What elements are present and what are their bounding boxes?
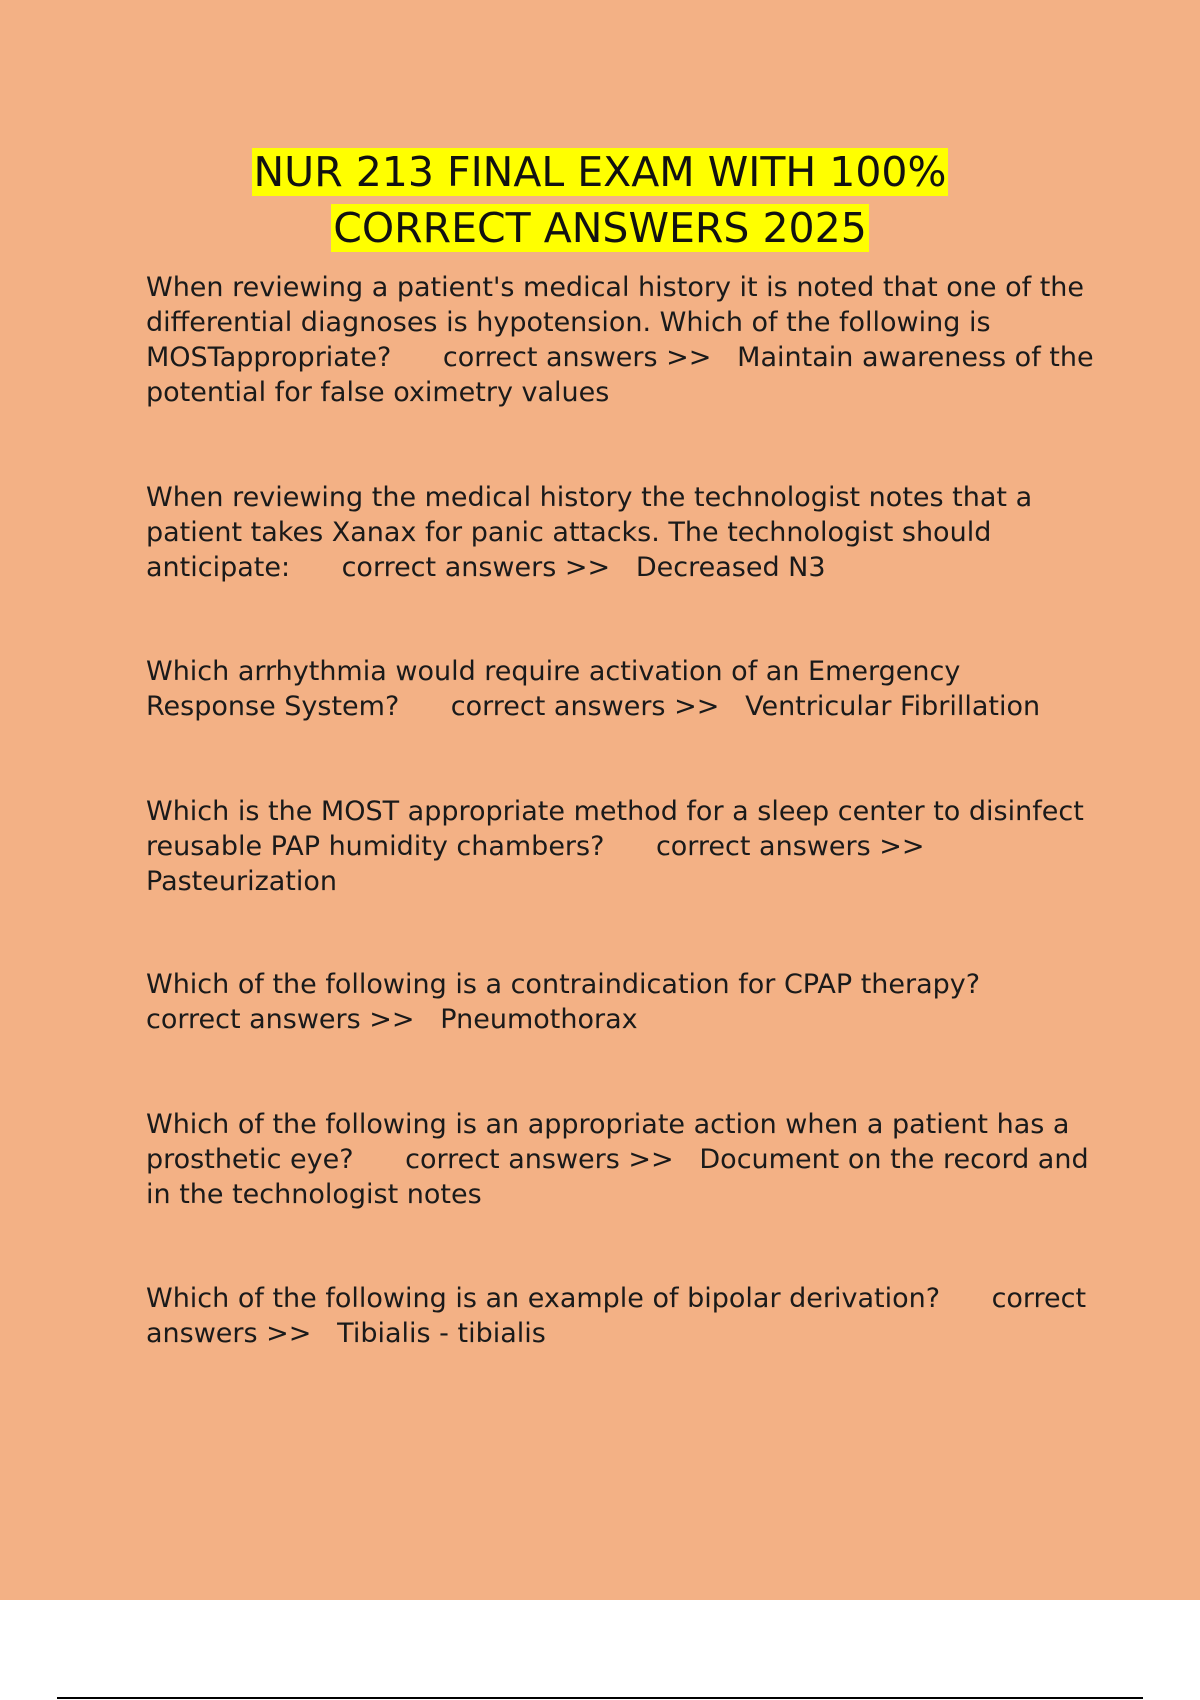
footer-rule [57,1697,1143,1699]
title-line-1: NUR 213 FINAL EXAM WITH 100% [253,148,947,196]
answer-marker: correct answers >> [450,691,720,722]
answer-marker: correct answers >> [146,1283,1095,1349]
qa-item-2 [146,480,1096,585]
document-title [0,144,1200,256]
qa-item-5 [146,967,1096,1037]
answer-text: Decreased N3 [635,552,826,583]
question-text: Which arrhythmia would require activation of an Emergency Response System? [146,656,969,722]
qa-item-6 [146,1107,1096,1212]
title-line-2: CORRECT ANSWERS 2025 [333,204,867,252]
answer-marker: correct answers >> [341,552,611,583]
answer-text: Maintain awareness of the potential for false oximetry values [146,342,1103,408]
answer-text: Tibialis - tibialis [337,1318,546,1349]
question-text: Which of the following is an example of bipolar derivation? [146,1283,941,1314]
answer-text: Pasteurization [146,866,338,897]
question-text: When reviewing the medical history the technologist notes that a patient takes Xanax for panic attacks. The technologist should anticipate: [146,482,1041,583]
answer-marker: correct answers >> [655,831,925,862]
answer-marker: correct answers >> [146,1004,415,1035]
question-text: When reviewing a patient's medical history it is noted that one of the differential diagnoses is hypotension. Which of the following is MOSTappropriate? [146,272,1093,373]
question-text: Which of the following is an appropriate action when a patient has a prosthetic eye? [146,1109,1079,1175]
qa-item-7 [146,1281,1096,1351]
answer-text: Ventricular Fibrillation [745,691,1041,722]
question-text: Which is the MOST appropriate method for a sleep center to disinfect reusable PAP humidity chambers? [146,796,1093,862]
answer-marker: correct answers >> [442,342,712,373]
qa-item-3 [146,654,1096,724]
answer-text: Document on the record and in the technologist notes [146,1144,1098,1210]
answer-text: Pneumothorax [440,1004,638,1035]
question-text: Which of the following is a contraindication for CPAP therapy? [146,969,981,1000]
qa-item-1 [146,270,1103,410]
answer-marker: correct answers >> [405,1144,674,1175]
qa-item-4 [146,794,1096,899]
